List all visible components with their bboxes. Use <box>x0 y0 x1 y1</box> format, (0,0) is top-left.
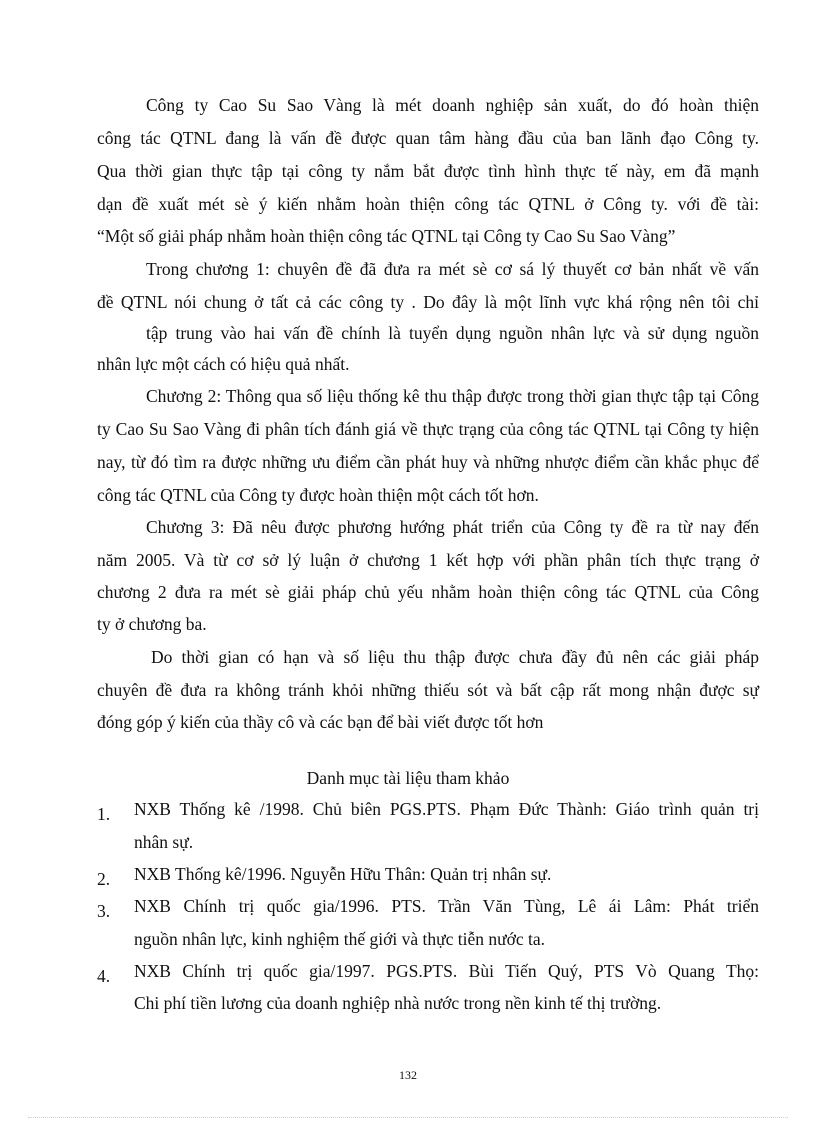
references-title: Danh mục tài liệu tham khảo <box>306 768 510 788</box>
paragraph-3-line-3: nay, từ đó tìm ra được những ưu điểm cần phát huy và những nhược điểm cần khắc phục để <box>97 452 759 472</box>
paragraph-5-line-3: đóng góp ý kiến của thầy cô và các bạn để bài viết được tốt hơn <box>97 712 544 732</box>
paragraph-3-line-1: Chương 2: Thông qua số liệu thống kê thu thập được trong thời gian thực tập tại Công <box>146 386 759 406</box>
paragraph-1-line-4: dạn đề xuất mét sè ý kiến nhằm hoàn thiện công tác QTNL ở Công ty. với đề tài: <box>97 194 759 214</box>
reference-1-line-2: nhân sự. <box>134 832 194 852</box>
paragraph-1-line-3: Qua thời gian thực tập tại công ty nắm bắt được tình hình thực tế này, em đã mạnh <box>97 161 759 181</box>
reference-1-line-1: NXB Thống kê /1998. Chủ biên PGS.PTS. Phạm Đức Thành: Giáo trình quản trị <box>134 799 759 819</box>
paragraph-3-line-2: ty Cao Su Sao Vàng đi phân tích đánh giá về thực trạng của công tác QTNL tại Công ty hiện <box>97 419 759 439</box>
reference-3-number: 3. <box>97 901 111 921</box>
reference-3-line-2: nguồn nhân lực, kinh nghiệm thế giới và thực tiễn nước ta. <box>134 929 545 949</box>
paragraph-1-line-2: công tác QTNL đang là vấn đề được quan tâm hàng đầu của ban lãnh đạo Công ty. <box>97 128 759 148</box>
paragraph-1-line-1: Công ty Cao Su Sao Vàng là mét doanh nghiệp sản xuất, do đó hoàn thiện <box>146 95 759 115</box>
reference-4-line-1: NXB Chính trị quốc gia/1997. PGS.PTS. Bùi Tiến Quý, PTS Vò Quang Thọ: <box>134 961 759 981</box>
reference-4-number: 4. <box>97 966 111 986</box>
reference-2-line-1: NXB Thống kê/1996. Nguyễn Hữu Thân: Quản trị nhân sự. <box>134 864 552 884</box>
footer-divider <box>28 1117 788 1118</box>
paragraph-2-line-3: tập trung vào hai vấn đề chính là tuyển dụng nguồn nhân lực và sử dụng nguồn <box>146 323 759 343</box>
paragraph-4-line-1: Chương 3: Đã nêu được phương hướng phát triển của Công ty đề ra từ nay đến <box>146 517 759 537</box>
reference-3-line-1: NXB Chính trị quốc gia/1996. PTS. Trần Văn Tùng, Lê ái Lâm: Phát triển <box>134 896 759 916</box>
paragraph-4-line-2: năm 2005. Và từ cơ sở lý luận ở chương 1 kết hợp với phần phân tích thực trạng ở <box>97 550 759 570</box>
paragraph-2-line-1: Trong chương 1: chuyên đề đã đưa ra mét sè cơ sá lý thuyết cơ bản nhất về vấn <box>146 259 759 279</box>
paragraph-2-line-2: đề QTNL nói chung ở tất cả các công ty . Do đây là một lĩnh vực khá rộng nên tôi chỉ <box>97 292 759 312</box>
paragraph-4-line-4: ty ở chương ba. <box>97 614 207 634</box>
paragraph-5-line-1: Do thời gian có hạn và số liệu thu thập được chưa đầy đủ nên các giải pháp <box>151 647 759 667</box>
reference-2-number: 2. <box>97 869 111 889</box>
paragraph-4-line-3: chương 2 đưa ra mét sè giải pháp chủ yếu nhằm hoàn thiện công tác QTNL của Công <box>97 582 759 602</box>
paragraph-2-line-4: nhân lực một cách có hiệu quả nhất. <box>97 354 350 374</box>
page-number: 132 <box>399 1068 417 1082</box>
paragraph-3-line-4: công tác QTNL của Công ty được hoàn thiện một cách tốt hơn. <box>97 485 539 505</box>
reference-1-number: 1. <box>97 804 111 824</box>
reference-4-line-2: Chi phí tiền lương của doanh nghiệp nhà nước trong nền kinh tế thị trường. <box>134 993 662 1013</box>
paragraph-1-line-5: “Một số giải pháp nhằm hoàn thiện công tác QTNL tại Công ty Cao Su Sao Vàng” <box>97 226 676 246</box>
paragraph-5-line-2: chuyên đề đưa ra không tránh khỏi những thiếu sót và bất cập rất mong nhận được sự <box>97 680 759 700</box>
